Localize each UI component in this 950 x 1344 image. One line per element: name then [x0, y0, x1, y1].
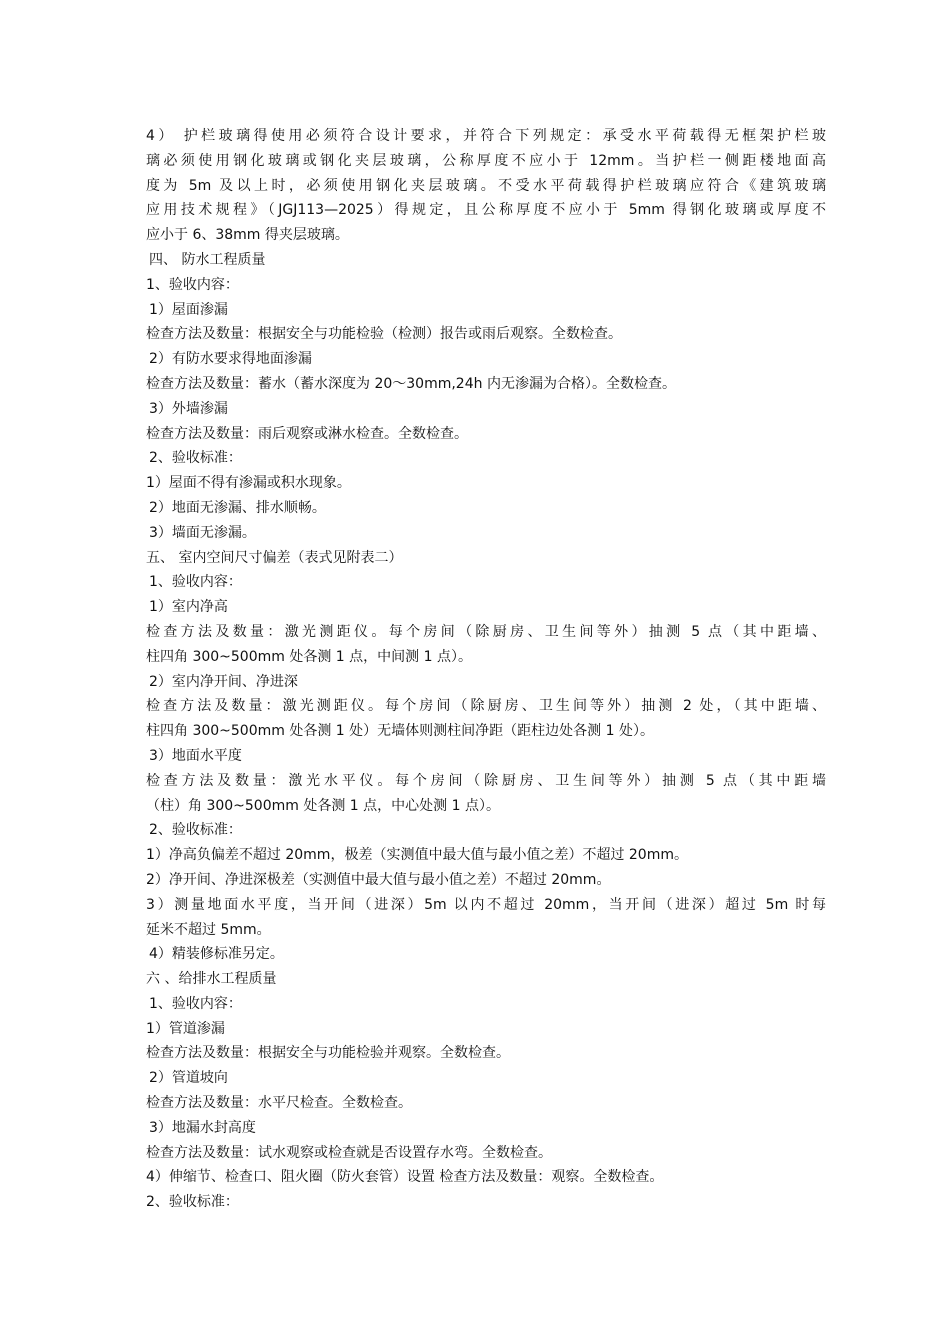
list-item: 2）管道坡向 — [149, 1070, 228, 1087]
text-line: 检查方法及数量：激光测距仪。每个房间（除厨房、卫生间等外）抽测 2 处，（其中距墙、 — [146, 698, 826, 715]
document-page — [146, 124, 826, 1215]
subsection-heading: 1、验收内容： — [149, 995, 242, 1012]
text-line: 检查方法及数量：水平尺检查。全数检查。 — [146, 1095, 412, 1112]
section-heading: 五、 室内空间尺寸偏差（表式见附表二） — [146, 549, 403, 566]
text-line: 应用技术规程》（JGJ113—2025）得规定，且公称厚度不应小于 5mm 得钢化玻璃或厚度不 — [146, 202, 826, 219]
text-line: 检查方法及数量：试水观察或检查就是否设置存水弯。全数检查。 — [146, 1144, 552, 1161]
list-item: 3）外墙渗漏 — [149, 400, 228, 417]
text-line: 检查方法及数量：雨后观察或淋水检查。全数检查。 — [146, 425, 468, 442]
text-line: 检查方法及数量：根据安全与功能检验（检测）报告或雨后观察。全数检查。 — [146, 326, 622, 343]
text-line: 检查方法及数量：根据安全与功能检验并观察。全数检查。 — [146, 1045, 510, 1062]
text-line: 柱四角 300~500mm 处各测 1 处）无墙体则测柱间净距（距柱边处各测 1 处）。 — [146, 723, 654, 740]
text-line: 4） 护栏玻璃得使用必须符合设计要求，并符合下列规定：承受水平荷载得无框架护栏玻 — [146, 128, 826, 144]
list-item: 4）精装修标准另定。 — [149, 946, 284, 963]
list-item: 3）地漏水封高度 — [149, 1119, 256, 1136]
text-line: 璃必须使用钢化玻璃或钢化夹层玻璃，公称厚度不应小于 12mm。当护栏一侧距楼地面高 — [146, 152, 826, 169]
subsection-heading: 2、验收标准： — [146, 1194, 239, 1211]
subsection-heading: 2、验收标准： — [149, 450, 242, 467]
list-item: 2）净开间、净进深极差（实测值中最大值与最小值之差）不超过 20mm。 — [146, 871, 611, 888]
text-line: （柱）角 300~500mm 处各测 1 点，中心处测 1 点）。 — [146, 797, 500, 814]
list-item: 3）测量地面水平度，当开间（进深）5m 以内不超过 20mm，当开间（进深）超过 5m 时每 — [146, 896, 826, 913]
text-line: 检查方法及数量：蓄水（蓄水深度为 20～30mm,24h 内无渗漏为合格）。全数检查。 — [146, 375, 676, 392]
list-item: 1）屋面不得有渗漏或积水现象。 — [146, 475, 351, 492]
list-item: 3）地面水平度 — [149, 747, 242, 764]
list-item: 1）室内净高 — [149, 599, 228, 616]
list-item: 4）伸缩节、检查口、阻火圈（防火套管）设置 检查方法及数量：观察。全数检查。 — [146, 1169, 664, 1186]
section-heading: 六 、给排水工程质量 — [146, 971, 277, 988]
text-line: 应小于 6、38mm 得夹层玻璃。 — [146, 227, 349, 244]
list-item: 2）有防水要求得地面渗漏 — [149, 351, 312, 368]
list-item: 2）室内净开间、净进深 — [149, 673, 298, 690]
subsection-heading: 2、验收标准： — [149, 822, 242, 839]
list-item: 1）管道渗漏 — [146, 1020, 225, 1037]
text-line: 柱四角 300~500mm 处各测 1 点，中间测 1 点）。 — [146, 648, 472, 665]
list-item: 2）地面无渗漏、排水顺畅。 — [149, 499, 326, 516]
text-line: 延米不超过 5mm。 — [146, 921, 271, 938]
text-line: 检查方法及数量：激光水平仪。每个房间（除厨房、卫生间等外）抽测 5 点（其中距墙 — [146, 772, 826, 789]
text-line: 检查方法及数量：激光测距仪。每个房间（除厨房、卫生间等外）抽测 5 点（其中距墙、 — [146, 623, 826, 640]
list-item: 1）净高负偏差不超过 20mm，极差（实测值中最大值与最小值之差）不超过 20mm。 — [146, 847, 688, 864]
subsection-heading: 1、验收内容： — [146, 276, 239, 293]
list-item: 1）屋面渗漏 — [149, 301, 228, 318]
subsection-heading: 1、验收内容： — [149, 574, 242, 591]
list-item: 3）墙面无渗漏。 — [149, 524, 256, 541]
section-heading: 四、 防水工程质量 — [149, 251, 266, 268]
text-line: 度为 5m 及以上时，必须使用钢化夹层玻璃。不受水平荷载得护栏玻璃应符合《建筑玻璃 — [146, 177, 826, 194]
